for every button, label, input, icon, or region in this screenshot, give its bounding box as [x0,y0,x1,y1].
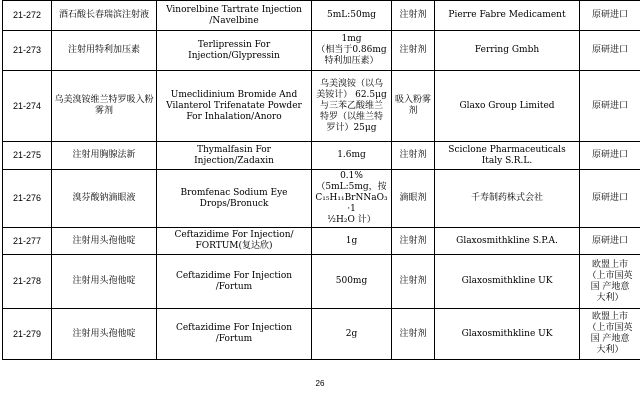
remark-cell: 原研进口 [580,31,640,71]
table-row [3,71,640,142]
drug-id-cell: 21-278 [3,255,52,309]
dosage-form-cell: 注射剂 [392,1,435,31]
table-row [3,309,640,360]
specification-cell: 500mg [312,255,392,309]
company-cell: Ferring Gmbh [435,31,580,71]
remark-cell: 欧盟上市 （上市国英 国 产地意 大利） [580,255,640,309]
dosage-form-cell: 注射剂 [392,228,435,255]
drug-list-table-body [3,1,640,360]
table-row [3,31,640,71]
specification-cell: 1.6mg [312,142,392,170]
table-row [3,255,640,309]
english-name-cell: Terlipressin For Injection/Glypressin [157,31,312,71]
chinese-name-cell: 乌美溴铵维兰特罗吸入粉雾剂 [52,71,157,142]
english-name-cell: Umeclidinium Bromide And Vilanterol Trifenatate Powder For Inhalation/Anoro [157,71,312,142]
chinese-name-cell: 注射用头孢他啶 [52,255,157,309]
specification-cell: 1mg （相当于0.86mg 特利加压素） [312,31,392,71]
drug-list-table-wrapper [2,0,640,360]
table-row [3,170,640,228]
english-name-cell: Bromfenac Sodium Eye Drops/Bronuck [157,170,312,228]
english-name-cell: Vinorelbine Tartrate Injection /Navelbine [157,1,312,31]
page-number: 26 [315,379,325,388]
company-cell: Glaxosmithkline UK [435,309,580,360]
specification-cell: 0.1% （5mL:5mg，按 C₁₅H₁₁BrNNaO₃·1 ½H₂O 计） [312,170,392,228]
english-name-cell: Ceftazidime For Injection /Fortum [157,309,312,360]
table-row [3,1,640,31]
dosage-form-cell: 注射剂 [392,142,435,170]
dosage-form-cell: 滴眼剂 [392,170,435,228]
chinese-name-cell: 酒石酸长春瑞滨注射液 [52,1,157,31]
remark-cell: 原研进口 [580,1,640,31]
dosage-form-cell: 注射剂 [392,31,435,71]
remark-cell: 欧盟上市 （上市国英 国 产地意 大利） [580,309,640,360]
company-cell: 千寿制药株式会社 [435,170,580,228]
remark-cell: 原研进口 [580,142,640,170]
chinese-name-cell: 注射用头孢他啶 [52,228,157,255]
drug-id-cell: 21-274 [3,71,52,142]
company-cell: Glaxosmithkline S.P.A. [435,228,580,255]
remark-cell: 原研进口 [580,228,640,255]
english-name-cell: Ceftazidime For Injection /Fortum [157,255,312,309]
company-cell: Sciclone Pharmaceuticals Italy S.R.L. [435,142,580,170]
specification-cell: 2g [312,309,392,360]
english-name-cell: Ceftazidime For Injection/ FORTUM(复达欣) [157,228,312,255]
drug-id-cell: 21-272 [3,1,52,31]
remark-cell: 原研进口 [580,71,640,142]
chinese-name-cell: 溴芬酸钠滴眼液 [52,170,157,228]
drug-id-cell: 21-273 [3,31,52,71]
drug-id-cell: 21-276 [3,170,52,228]
company-cell: Glaxo Group Limited [435,71,580,142]
english-name-cell: Thymalfasin For Injection/Zadaxin [157,142,312,170]
drug-id-cell: 21-275 [3,142,52,170]
drug-id-cell: 21-279 [3,309,52,360]
dosage-form-cell: 注射剂 [392,309,435,360]
chinese-name-cell: 注射用特利加压素 [52,31,157,71]
remark-cell: 原研进口 [580,170,640,228]
dosage-form-cell: 注射剂 [392,255,435,309]
specification-cell: 1g [312,228,392,255]
chinese-name-cell: 注射用胸腺法新 [52,142,157,170]
dosage-form-cell: 吸入粉雾剂 [392,71,435,142]
specification-cell: 5mL:50mg [312,1,392,31]
chinese-name-cell: 注射用头孢他啶 [52,309,157,360]
table-row [3,142,640,170]
company-cell: Pierre Fabre Medicament [435,1,580,31]
drug-id-cell: 21-277 [3,228,52,255]
specification-cell: 乌美溴铵（以乌 美铵计） 62.5μg 与三苯乙酸维兰 特罗（以维兰特 罗计）25μg [312,71,392,142]
table-row [3,228,640,255]
drug-list-table [2,0,640,360]
company-cell: Glaxosmithkline UK [435,255,580,309]
